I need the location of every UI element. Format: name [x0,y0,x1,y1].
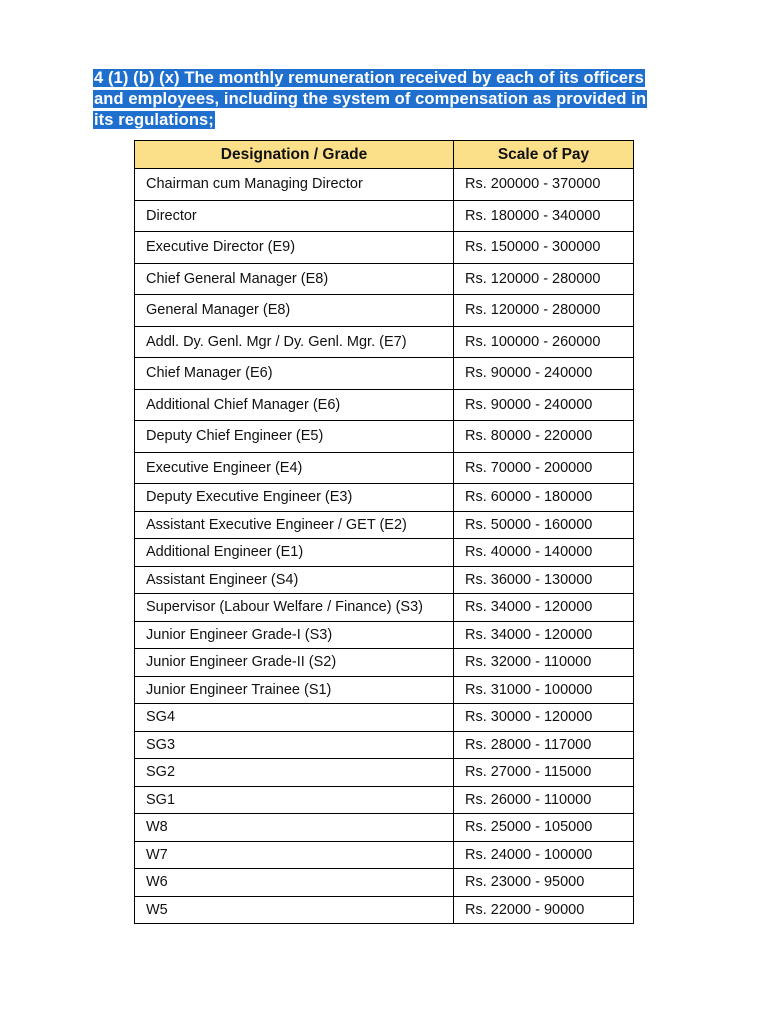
scale-of-pay-cell: Rs. 28000 - 117000 [454,731,634,759]
designation-cell: Chief Manager (E6) [135,358,454,390]
scale-of-pay-cell: Rs. 25000 - 105000 [454,814,634,842]
designation-cell: Addl. Dy. Genl. Mgr / Dy. Genl. Mgr. (E7) [135,326,454,358]
scale-of-pay-cell: Rs. 100000 - 260000 [454,326,634,358]
table-row [135,869,634,897]
designation-cell: SG1 [135,786,454,814]
scale-of-pay-cell: Rs. 90000 - 240000 [454,358,634,390]
designation-cell: Supervisor (Labour Welfare / Finance) (S3) [135,594,454,622]
table-row [135,389,634,421]
column-header-designation: Designation / Grade [135,141,454,169]
column-header-scale: Scale of Pay [454,141,634,169]
table-row [135,452,634,484]
table-row [135,200,634,232]
table-row [135,731,634,759]
table-body [135,169,634,924]
designation-cell: Executive Director (E9) [135,232,454,264]
designation-cell: W8 [135,814,454,842]
designation-cell: Assistant Engineer (S4) [135,566,454,594]
designation-cell: Executive Engineer (E4) [135,452,454,484]
scale-of-pay-cell: Rs. 60000 - 180000 [454,484,634,512]
scale-of-pay-cell: Rs. 34000 - 120000 [454,594,634,622]
table-row [135,263,634,295]
table-row [135,786,634,814]
designation-cell: Director [135,200,454,232]
designation-cell: W6 [135,869,454,897]
heading-line-1: 4 (1) (b) (x) The monthly remuneration received by each of its officers [94,69,644,87]
table-row [135,358,634,390]
designation-cell: Junior Engineer Grade-II (S2) [135,649,454,677]
table-row [135,169,634,201]
table-row [135,594,634,622]
table-row [135,621,634,649]
designation-cell: Chief General Manager (E8) [135,263,454,295]
scale-of-pay-cell: Rs. 24000 - 100000 [454,841,634,869]
table-row [135,421,634,453]
scale-of-pay-cell: Rs. 27000 - 115000 [454,759,634,787]
table-row [135,326,634,358]
designation-cell: W5 [135,896,454,924]
scale-of-pay-cell: Rs. 32000 - 110000 [454,649,634,677]
table-header-row [135,141,634,169]
table-row [135,759,634,787]
scale-of-pay-cell: Rs. 31000 - 100000 [454,676,634,704]
designation-cell: Additional Engineer (E1) [135,539,454,567]
table-row [135,841,634,869]
scale-of-pay-cell: Rs. 120000 - 280000 [454,263,634,295]
table-row [135,539,634,567]
scale-of-pay-cell: Rs. 40000 - 140000 [454,539,634,567]
table-row [135,676,634,704]
table-row [135,566,634,594]
designation-cell: Deputy Executive Engineer (E3) [135,484,454,512]
designation-cell: Deputy Chief Engineer (E5) [135,421,454,453]
scale-of-pay-cell: Rs. 70000 - 200000 [454,452,634,484]
designation-cell: SG4 [135,704,454,732]
table-row [135,295,634,327]
scale-of-pay-cell: Rs. 22000 - 90000 [454,896,634,924]
table-row [135,232,634,264]
table-row [135,896,634,924]
heading-line-2: and employees, including the system of compensation as provided in [94,90,647,108]
scale-of-pay-cell: Rs. 26000 - 110000 [454,786,634,814]
table-row [135,484,634,512]
designation-cell: SG2 [135,759,454,787]
scale-of-pay-cell: Rs. 180000 - 340000 [454,200,634,232]
scale-of-pay-cell: Rs. 23000 - 95000 [454,869,634,897]
scale-of-pay-cell: Rs. 30000 - 120000 [454,704,634,732]
heading-line-3: its regulations; [94,111,214,129]
scale-of-pay-cell: Rs. 34000 - 120000 [454,621,634,649]
designation-cell: Additional Chief Manager (E6) [135,389,454,421]
scale-of-pay-cell: Rs. 120000 - 280000 [454,295,634,327]
table-row [135,649,634,677]
designation-cell: Junior Engineer Grade-I (S3) [135,621,454,649]
table-row [135,704,634,732]
designation-cell: Junior Engineer Trainee (S1) [135,676,454,704]
pay-scale-table [134,140,634,924]
scale-of-pay-cell: Rs. 80000 - 220000 [454,421,634,453]
scale-of-pay-cell: Rs. 90000 - 240000 [454,389,634,421]
scale-of-pay-cell: Rs. 150000 - 300000 [454,232,634,264]
designation-cell: SG3 [135,731,454,759]
section-heading [93,68,683,131]
scale-of-pay-cell: Rs. 50000 - 160000 [454,511,634,539]
designation-cell: W7 [135,841,454,869]
designation-cell: Assistant Executive Engineer / GET (E2) [135,511,454,539]
table-row [135,814,634,842]
designation-cell: Chairman cum Managing Director [135,169,454,201]
scale-of-pay-cell: Rs. 200000 - 370000 [454,169,634,201]
table-row [135,511,634,539]
designation-cell: General Manager (E8) [135,295,454,327]
scale-of-pay-cell: Rs. 36000 - 130000 [454,566,634,594]
